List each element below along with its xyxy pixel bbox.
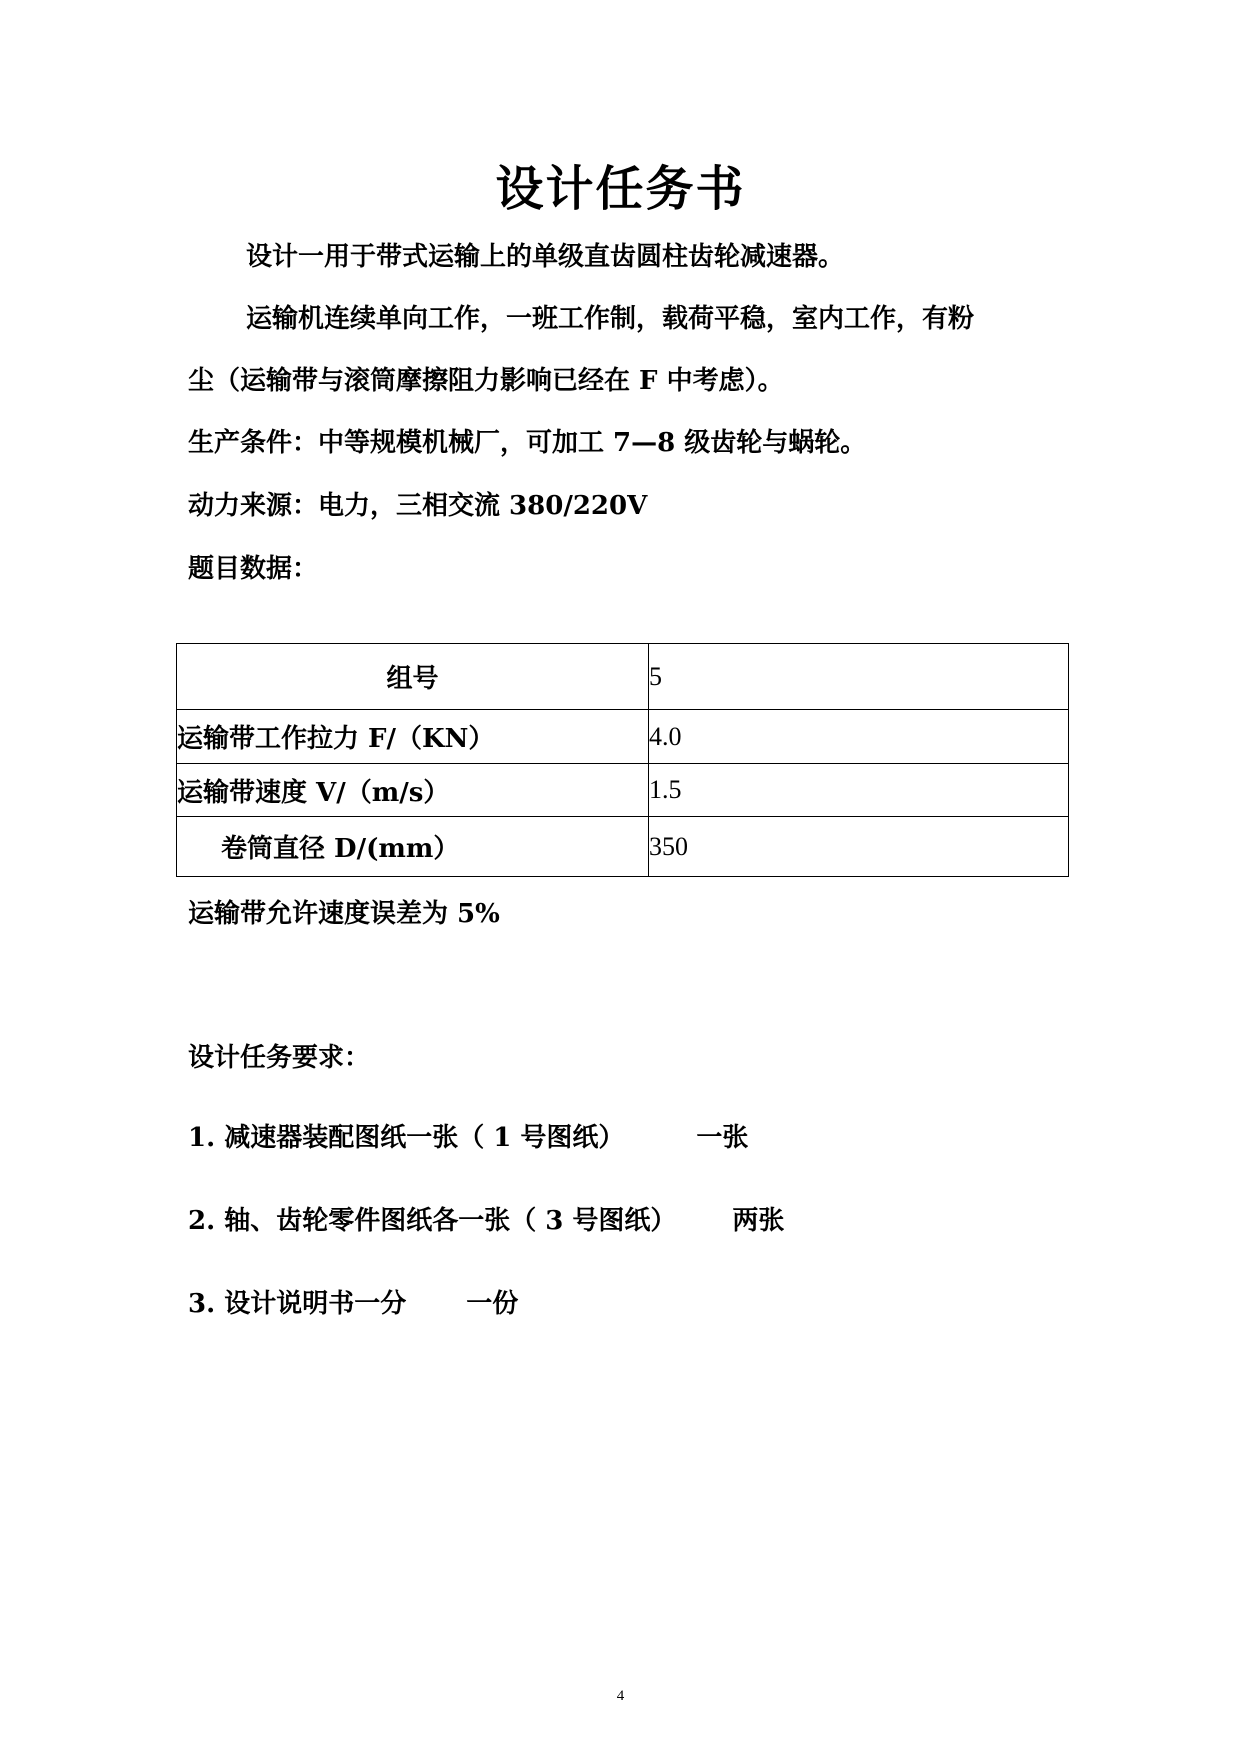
conditions-line-2: 尘（运输带与滚筒摩擦阻力影响已经在 F 中考虑）。 — [188, 366, 784, 396]
requirement-text: 1. 减速器装配图纸一张（ 1 号图纸） — [188, 1123, 625, 1153]
table-row — [177, 817, 1069, 877]
intro-line: 设计一用于带式运输上的单级直齿圆柱齿轮减速器。 — [246, 242, 845, 272]
design-data-table — [176, 643, 1069, 877]
requirements-heading: 设计任务要求： — [188, 1043, 371, 1073]
page-number: 4 — [616, 1688, 625, 1704]
requirement-text: 3. 设计说明书一分 — [188, 1289, 407, 1319]
document-title: 设计任务书 — [495, 161, 746, 217]
table-row — [177, 644, 1069, 710]
requirement-item — [188, 1117, 748, 1154]
group-number-label: 组号 — [177, 644, 649, 710]
requirement-quantity: 两张 — [732, 1206, 785, 1236]
speed-tolerance: 运输带允许速度误差为 5% — [188, 899, 500, 929]
drum-diameter-label: 卷筒直径 D/(mm） — [177, 817, 649, 877]
drum-diameter-value: 350 — [649, 817, 1069, 877]
belt-tension-value: 4.0 — [649, 710, 1069, 764]
conditions-line-1: 运输机连续单向工作，一班工作制，载荷平稳，室内工作，有粉 — [246, 304, 975, 334]
requirement-quantity: 一张 — [696, 1123, 749, 1153]
requirement-item — [188, 1200, 784, 1237]
belt-tension-label: 运输带工作拉力 F/（KN） — [177, 710, 649, 764]
belt-speed-label: 运输带速度 V/（m/s） — [177, 764, 649, 817]
requirement-text: 2. 轴、齿轮零件图纸各一张（ 3 号图纸） — [188, 1206, 677, 1236]
table-row — [177, 764, 1069, 817]
belt-speed-value: 1.5 — [649, 764, 1069, 817]
requirement-quantity: 一份 — [466, 1289, 519, 1319]
production-conditions: 生产条件：中等规模机械厂，可加工 7—8 级齿轮与蜗轮。 — [188, 428, 867, 458]
data-heading: 题目数据： — [188, 554, 319, 584]
power-source: 动力来源：电力，三相交流 380/220V — [188, 491, 648, 521]
group-number-value: 5 — [649, 644, 1069, 710]
requirement-item — [188, 1283, 518, 1320]
table-row — [177, 710, 1069, 764]
